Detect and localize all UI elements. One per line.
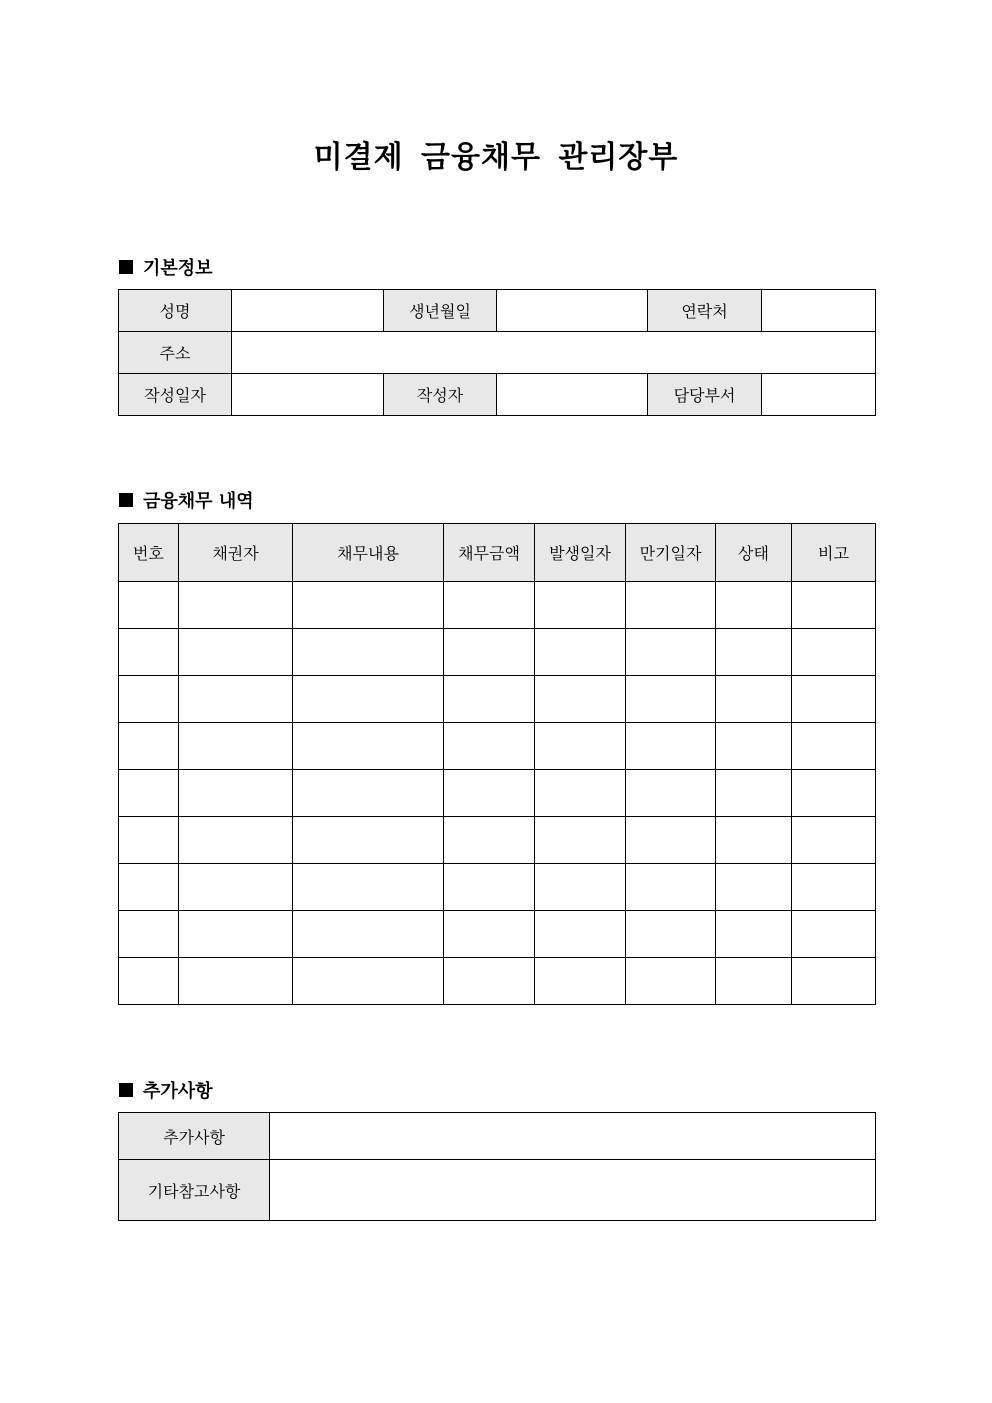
cell-status[interactable] bbox=[716, 723, 792, 770]
cell-creditor[interactable] bbox=[179, 723, 293, 770]
cell-number[interactable] bbox=[119, 676, 179, 723]
table-row bbox=[119, 676, 876, 723]
cell-creditor[interactable] bbox=[179, 582, 293, 629]
cell-content[interactable] bbox=[293, 817, 444, 864]
dept-label: 담당부서 bbox=[648, 374, 762, 416]
cell-creditor[interactable] bbox=[179, 958, 293, 1005]
cell-amount[interactable] bbox=[444, 582, 535, 629]
cell-creditor[interactable] bbox=[179, 864, 293, 911]
cell-creditor[interactable] bbox=[179, 817, 293, 864]
cell-amount[interactable] bbox=[444, 629, 535, 676]
cell-occurred[interactable] bbox=[535, 958, 626, 1005]
cell-due[interactable] bbox=[626, 911, 716, 958]
cell-number[interactable] bbox=[119, 629, 179, 676]
cell-occurred[interactable] bbox=[535, 676, 626, 723]
cell-amount[interactable] bbox=[444, 864, 535, 911]
cell-due[interactable] bbox=[626, 723, 716, 770]
date-field[interactable] bbox=[232, 374, 384, 416]
contact-label: 연락처 bbox=[648, 290, 762, 332]
col-header-content: 채무내용 bbox=[293, 524, 444, 582]
date-label: 작성일자 bbox=[119, 374, 232, 416]
cell-due[interactable] bbox=[626, 770, 716, 817]
cell-note[interactable] bbox=[792, 958, 876, 1005]
cell-content[interactable] bbox=[293, 676, 444, 723]
cell-amount[interactable] bbox=[444, 770, 535, 817]
cell-note[interactable] bbox=[792, 723, 876, 770]
section-heading-debts bbox=[119, 487, 254, 513]
cell-due[interactable] bbox=[626, 864, 716, 911]
cell-number[interactable] bbox=[119, 864, 179, 911]
birth-field[interactable] bbox=[497, 290, 648, 332]
cell-number[interactable] bbox=[119, 582, 179, 629]
cell-content[interactable] bbox=[293, 864, 444, 911]
table-row bbox=[119, 864, 876, 911]
cell-note[interactable] bbox=[792, 676, 876, 723]
cell-content[interactable] bbox=[293, 582, 444, 629]
col-header-occurred: 발생일자 bbox=[535, 524, 626, 582]
cell-note[interactable] bbox=[792, 629, 876, 676]
cell-amount[interactable] bbox=[444, 723, 535, 770]
basic-info-table bbox=[118, 289, 876, 416]
address-field[interactable] bbox=[232, 332, 876, 374]
debt-table bbox=[118, 523, 876, 1005]
cell-note[interactable] bbox=[792, 582, 876, 629]
cell-occurred[interactable] bbox=[535, 864, 626, 911]
col-header-number: 번호 bbox=[119, 524, 179, 582]
cell-status[interactable] bbox=[716, 676, 792, 723]
cell-status[interactable] bbox=[716, 864, 792, 911]
cell-occurred[interactable] bbox=[535, 770, 626, 817]
cell-creditor[interactable] bbox=[179, 629, 293, 676]
cell-note[interactable] bbox=[792, 864, 876, 911]
birth-label: 생년월일 bbox=[384, 290, 497, 332]
cell-content[interactable] bbox=[293, 723, 444, 770]
contact-field[interactable] bbox=[762, 290, 876, 332]
col-header-creditor: 채권자 bbox=[179, 524, 293, 582]
cell-status[interactable] bbox=[716, 958, 792, 1005]
table-row bbox=[119, 911, 876, 958]
extra-table bbox=[118, 1112, 876, 1221]
cell-content[interactable] bbox=[293, 958, 444, 1005]
reference-label: 기타참고사항 bbox=[119, 1160, 270, 1221]
writer-field[interactable] bbox=[497, 374, 648, 416]
cell-due[interactable] bbox=[626, 582, 716, 629]
section-heading-basic bbox=[119, 254, 213, 280]
page-title: 미결제 금융채무 관리장부 bbox=[313, 140, 679, 175]
cell-due[interactable] bbox=[626, 629, 716, 676]
cell-content[interactable] bbox=[293, 770, 444, 817]
cell-creditor[interactable] bbox=[179, 676, 293, 723]
cell-occurred[interactable] bbox=[535, 817, 626, 864]
table-row bbox=[119, 770, 876, 817]
square-bullet-icon bbox=[119, 493, 133, 507]
cell-amount[interactable] bbox=[444, 911, 535, 958]
col-header-due: 만기일자 bbox=[626, 524, 716, 582]
section-heading-extra bbox=[119, 1077, 213, 1103]
cell-occurred[interactable] bbox=[535, 911, 626, 958]
cell-creditor[interactable] bbox=[179, 911, 293, 958]
cell-occurred[interactable] bbox=[535, 629, 626, 676]
cell-note[interactable] bbox=[792, 911, 876, 958]
cell-amount[interactable] bbox=[444, 676, 535, 723]
col-header-note: 비고 bbox=[792, 524, 876, 582]
cell-content[interactable] bbox=[293, 911, 444, 958]
cell-due[interactable] bbox=[626, 958, 716, 1005]
address-label: 주소 bbox=[119, 332, 232, 374]
dept-field[interactable] bbox=[762, 374, 876, 416]
cell-number[interactable] bbox=[119, 817, 179, 864]
cell-note[interactable] bbox=[792, 770, 876, 817]
table-row bbox=[119, 723, 876, 770]
cell-occurred[interactable] bbox=[535, 582, 626, 629]
square-bullet-icon bbox=[119, 1083, 133, 1097]
col-header-status: 상태 bbox=[716, 524, 792, 582]
cell-status[interactable] bbox=[716, 817, 792, 864]
cell-status[interactable] bbox=[716, 629, 792, 676]
cell-number[interactable] bbox=[119, 958, 179, 1005]
name-field[interactable] bbox=[232, 290, 384, 332]
writer-label: 작성자 bbox=[384, 374, 497, 416]
section-debts-label: 금융채무 내역 bbox=[143, 491, 254, 512]
cell-creditor[interactable] bbox=[179, 770, 293, 817]
cell-status[interactable] bbox=[716, 582, 792, 629]
cell-status[interactable] bbox=[716, 770, 792, 817]
square-bullet-icon bbox=[119, 260, 133, 274]
section-extra-label: 추가사항 bbox=[143, 1081, 213, 1102]
reference-field[interactable] bbox=[270, 1160, 876, 1221]
additional-label: 추가사항 bbox=[119, 1113, 270, 1160]
table-row bbox=[119, 629, 876, 676]
cell-due[interactable] bbox=[626, 676, 716, 723]
name-label: 성명 bbox=[119, 290, 232, 332]
cell-status[interactable] bbox=[716, 911, 792, 958]
cell-due[interactable] bbox=[626, 817, 716, 864]
section-basic-label: 기본정보 bbox=[143, 258, 213, 279]
cell-number[interactable] bbox=[119, 911, 179, 958]
cell-note[interactable] bbox=[792, 817, 876, 864]
cell-number[interactable] bbox=[119, 770, 179, 817]
col-header-amount: 채무금액 bbox=[444, 524, 535, 582]
cell-number[interactable] bbox=[119, 723, 179, 770]
additional-field[interactable] bbox=[270, 1113, 876, 1160]
cell-amount[interactable] bbox=[444, 817, 535, 864]
cell-content[interactable] bbox=[293, 629, 444, 676]
table-row bbox=[119, 582, 876, 629]
table-row bbox=[119, 958, 876, 1005]
cell-occurred[interactable] bbox=[535, 723, 626, 770]
table-row bbox=[119, 817, 876, 864]
cell-amount[interactable] bbox=[444, 958, 535, 1005]
